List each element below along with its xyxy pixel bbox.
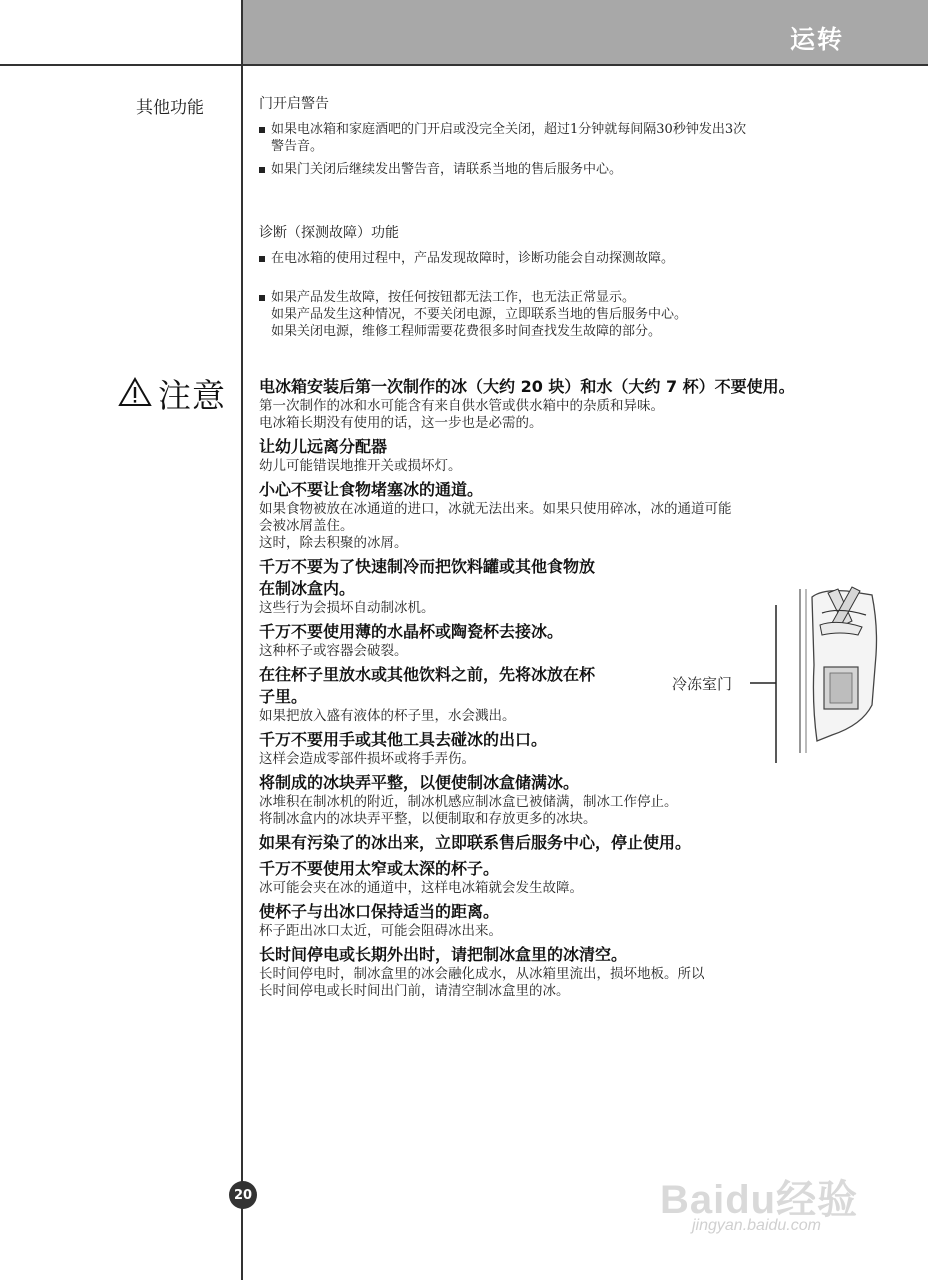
section-title: 运转 [789, 25, 844, 54]
caution-body: 将制冰盒内的冰块弄平整，以便制取和存放更多的冰块。 [259, 811, 597, 827]
watermark-logo: Baidu经验 [660, 1178, 859, 1222]
list-item: 如果产品发生故障，按任何按钮都无法工作，也无法正常显示。 [259, 289, 899, 306]
caution-heading: 电冰箱安装后第一次制作的冰（大约 20 块）和水（大约 7 杯）不要使用。 [259, 377, 795, 396]
caution-heading: 千万不要使用太窄或太深的杯子。 [259, 859, 500, 878]
caution-body: 这种杯子或容器会破裂。 [259, 643, 408, 659]
caution-body: 这样会造成零部件损坏或将手弄伤。 [259, 751, 475, 767]
caution-text: 注意 [158, 376, 226, 415]
caution-heading: 千万不要使用薄的水晶杯或陶瓷杯去接冰。 [259, 622, 564, 641]
caution-heading: 让幼儿远离分配器 [259, 437, 388, 456]
door-alarm-section [259, 95, 899, 178]
caution-heading: 将制成的冰块弄平整，以便使制冰盒储满冰。 [259, 773, 580, 792]
caution-heading: 千万不要用手或其他工具去碰冰的出口。 [259, 730, 548, 749]
freezer-door-figure [672, 585, 892, 765]
caution-heading: 千万不要为了快速制冷而把饮料罐或其他食物放 [259, 557, 596, 576]
page-number: 20 [229, 1181, 257, 1209]
caution-body: 这些行为会损坏自动制冰机。 [259, 600, 435, 616]
caution-heading-continued: 在制冰盒内。 [259, 579, 356, 598]
header-divider [0, 64, 928, 66]
caution-body: 第一次制作的冰和水可能含有来自供水管或供水箱中的杂质和异味。 [259, 398, 664, 414]
watermark-url: jingyan.baidu.com [692, 1217, 821, 1234]
caution-heading: 小心不要让食物堵塞冰的通道。 [259, 480, 484, 499]
caution-body: 长时间停电或长时间出门前，请清空制冰盒里的冰。 [259, 983, 570, 999]
caution-label [118, 370, 226, 417]
diagnosis-section [259, 224, 899, 340]
figure-label: 冷冻室门 [672, 675, 733, 693]
list-item: 如果电冰箱和家庭酒吧的门开启或没完全关闭，超过1分钟就每间隔30秒钟发出3次 [259, 121, 899, 138]
door-alarm-title: 门开启警告 [259, 96, 329, 112]
caution-heading: 在往杯子里放水或其他饮料之前，先将冰放在杯 [259, 665, 596, 684]
diagnosis-title: 诊断（探测故障）功能 [259, 225, 399, 241]
caution-body: 杯子距出冰口太近，可能会阻碍冰出来。 [259, 923, 502, 939]
dispenser-illustration [672, 585, 892, 765]
caution-body: 这时，除去积聚的冰屑。 [259, 535, 408, 551]
caution-body: 长时间停电时，制冰盒里的冰会融化成水，从冰箱里流出，损坏地板。所以 [259, 966, 705, 982]
caution-body: 冰堆积在制冰机的附近，制冰机感应制冰盒已被储满，制冰工作停止。 [259, 794, 678, 810]
side-label-other-functions: 其他功能 [136, 98, 204, 118]
header-band [243, 0, 928, 64]
list-item-continued: 如果关闭电源，维修工程师需要花费很多时间查找发生故障的部分。 [271, 324, 662, 339]
caution-body: 如果食物被放在冰通道的进口，冰就无法出来。如果只使用碎冰，冰的通道可能 [259, 501, 732, 517]
caution-heading: 如果有污染了的冰出来，立即联系售后服务中心，停止使用。 [259, 833, 692, 852]
margin-divider [241, 0, 243, 1280]
warning-icon [118, 377, 152, 411]
caution-heading: 长时间停电或长期外出时，请把制冰盒里的冰清空。 [259, 945, 628, 964]
caution-body: 电冰箱长期没有使用的话，这一步也是必需的。 [259, 415, 543, 431]
caution-heading: 使杯子与出冰口保持适当的距离。 [259, 902, 500, 921]
caution-body: 会被冰屑盖住。 [259, 518, 354, 534]
list-item: 在电冰箱的使用过程中，产品发现故障时，诊断功能会自动探测故障。 [259, 250, 899, 267]
caution-heading-continued: 子里。 [259, 687, 308, 706]
caution-body: 幼儿可能错误地推开关或损坏灯。 [259, 458, 462, 474]
list-item-continued: 如果产品发生这种情况，不要关闭电源，立即联系当地的售后服务中心。 [271, 307, 688, 322]
caution-body: 如果把放入盛有液体的杯子里，水会溅出。 [259, 708, 516, 724]
list-item-continued: 警告音。 [271, 139, 324, 154]
list-item: 如果门关闭后继续发出警告音，请联系当地的售后服务中心。 [259, 161, 899, 178]
caution-body: 冰可能会夹在冰的通道中，这样电冰箱就会发生故障。 [259, 880, 583, 896]
